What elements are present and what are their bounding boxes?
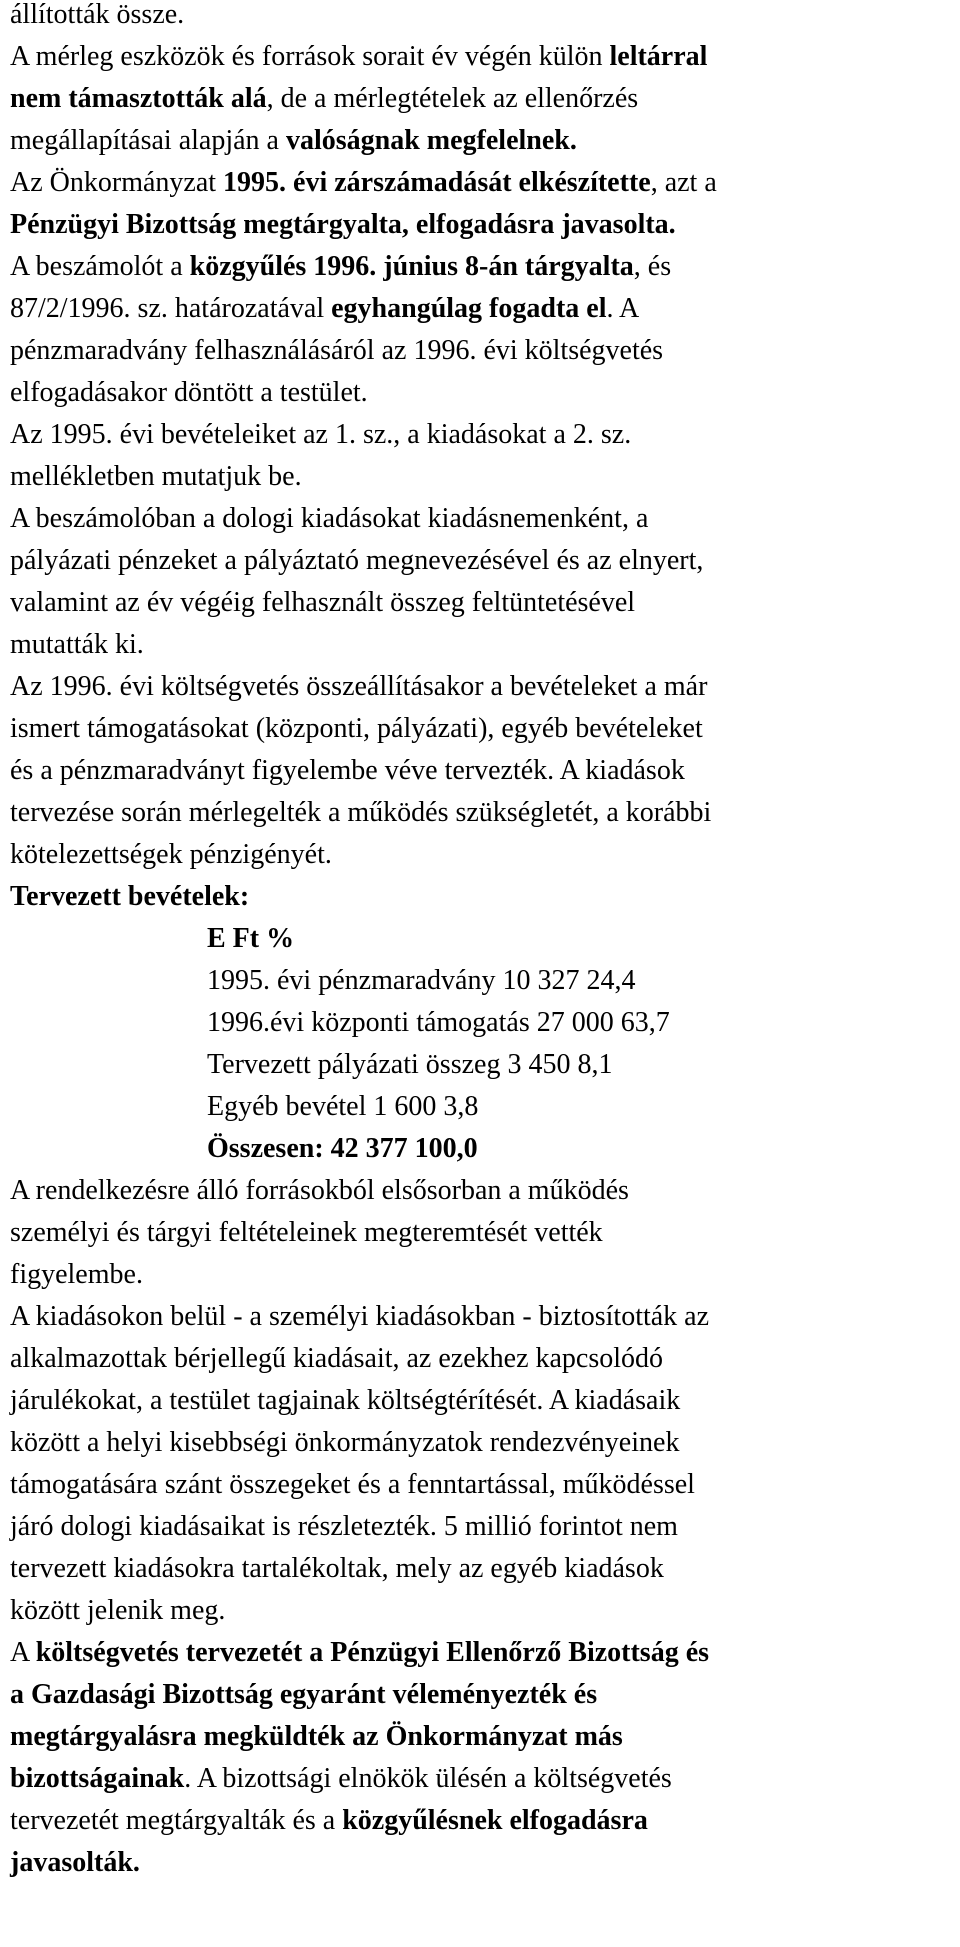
table-row	[10, 960, 960, 1002]
text-span: tervezése során mérlegelték a működés szükségletét, a korábbi	[10, 797, 712, 828]
text-line	[10, 666, 960, 708]
text-line	[10, 624, 960, 666]
text-line	[10, 288, 960, 330]
text-line	[10, 0, 960, 36]
bold-text: E Ft %	[207, 923, 295, 954]
text-span: mellékletben mutatjuk be.	[10, 461, 302, 492]
text-line	[10, 1842, 960, 1884]
bold-text: leltárral	[609, 41, 708, 72]
text-span: között jelenik meg.	[10, 1595, 226, 1626]
table-row	[10, 1002, 960, 1044]
text-line	[10, 1590, 960, 1632]
text-line	[10, 330, 960, 372]
text-span: támogatására szánt összegeket és a fenntartással, működéssel	[10, 1469, 695, 1500]
text-line	[10, 78, 960, 120]
text-line	[10, 204, 960, 246]
text-line	[10, 708, 960, 750]
bold-text: bizottságainak	[10, 1763, 185, 1794]
text-span: , azt a	[650, 167, 717, 198]
text-line	[10, 750, 960, 792]
bold-text: valóságnak megfelelnek.	[285, 125, 577, 156]
text-line	[10, 120, 960, 162]
bold-text: költségvetés tervezetét a Pénzügyi Ellenőrző Bizottság és	[35, 1637, 710, 1668]
text-span: ismert támogatásokat (központi, pályázati), egyéb bevételeket	[10, 713, 703, 744]
text-span: járó dologi kiadásaikat is részletezték. 5 millió forintot nem	[10, 1511, 678, 1542]
text-span: A kiadásokon belül - a személyi kiadásokban - biztosították az	[10, 1301, 710, 1332]
text-span: figyelembe.	[10, 1259, 143, 1290]
text-span: elfogadásakor döntött a testület.	[10, 377, 368, 408]
text-line	[10, 876, 960, 918]
text-span: Az Önkormányzat	[10, 167, 224, 198]
bold-text: 1995. évi zárszámadását elkészítette	[223, 167, 651, 198]
text-line	[10, 540, 960, 582]
text-span: járulékokat, a testület tagjainak költségtérítését. A kiadásaik	[10, 1385, 681, 1416]
text-span: pályázati pénzeket a pályáztató megnevezésével és az elnyert,	[10, 545, 704, 576]
text-line	[10, 36, 960, 78]
text-line	[10, 1800, 960, 1842]
text-span: Az 1995. évi bevételeiket az 1. sz., a kiadásokat a 2. sz.	[10, 419, 632, 450]
text-span: 1996.évi központi támogatás 27 000 63,7	[207, 1007, 670, 1038]
bold-text: nem támasztották alá	[10, 83, 267, 114]
table-row	[10, 1128, 960, 1170]
bold-text: megtárgyalásra megküldték az Önkormányzat más	[10, 1721, 623, 1752]
text-line	[10, 246, 960, 288]
text-span: pénzmaradvány felhasználásáról az 1996. évi költségvetés	[10, 335, 664, 366]
table-row	[10, 918, 960, 960]
text-span: tervezetét megtárgyalták és a	[10, 1805, 343, 1836]
text-span: A beszámolóban a dologi kiadásokat kiadásnemenként, a	[10, 503, 649, 534]
text-span: személyi és tárgyi feltételeinek megteremtését vették	[10, 1217, 603, 1248]
table-row	[10, 1044, 960, 1086]
text-line	[10, 1548, 960, 1590]
text-span: kötelezettségek pénzigényét.	[10, 839, 332, 870]
text-span: között a helyi kisebbségi önkormányzatok rendezvényeinek	[10, 1427, 680, 1458]
text-line	[10, 1464, 960, 1506]
text-span: Egyéb bevétel 1 600 3,8	[207, 1091, 479, 1122]
text-span: A mérleg eszközök és források sorait év végén külön	[10, 41, 610, 72]
text-span: állították össze.	[10, 0, 185, 30]
text-span: és a pénzmaradványt figyelembe véve tervezték. A kiadások	[10, 755, 685, 786]
text-line	[10, 1506, 960, 1548]
document-page	[10, 0, 960, 1884]
text-line	[10, 1170, 960, 1212]
text-line	[10, 498, 960, 540]
text-span: A beszámolót a	[10, 251, 190, 282]
text-line	[10, 1422, 960, 1464]
text-line	[10, 1212, 960, 1254]
text-span: Tervezett pályázati összeg 3 450 8,1	[207, 1049, 613, 1080]
bold-text: közgyűlés 1996. június 8-án tárgyalta	[189, 251, 634, 282]
text-line	[10, 792, 960, 834]
text-span: , de a mérlegtételek az ellenőrzés	[266, 83, 639, 114]
text-span: 87/2/1996. sz. határozatával	[10, 293, 332, 324]
text-line	[10, 1632, 960, 1674]
text-span: megállapításai alapján a	[10, 125, 286, 156]
text-line	[10, 372, 960, 414]
text-span: valamint az év végéig felhasznált összeg feltüntetésével	[10, 587, 636, 618]
bold-text: javasolták.	[10, 1847, 140, 1878]
bold-text: Tervezett bevételek:	[10, 881, 250, 912]
table-row	[10, 1086, 960, 1128]
text-span: alkalmazottak bérjellegű kiadásait, az ezekhez kapcsolódó	[10, 1343, 664, 1374]
text-line	[10, 1296, 960, 1338]
text-span: A	[10, 1637, 36, 1668]
text-line	[10, 1758, 960, 1800]
bold-text: Összesen: 42 377 100,0	[207, 1133, 478, 1164]
text-line	[10, 414, 960, 456]
text-line	[10, 1338, 960, 1380]
text-line	[10, 582, 960, 624]
bold-text: közgyűlésnek elfogadásra	[342, 1805, 648, 1836]
text-span: 1995. évi pénzmaradvány 10 327 24,4	[207, 965, 636, 996]
text-span: , és	[633, 251, 672, 282]
text-line	[10, 1254, 960, 1296]
text-span: Az 1996. évi költségvetés összeállításakor a bevételeket a már	[10, 671, 708, 702]
text-span: . A bizottsági elnökök ülésén a költségvetés	[184, 1763, 672, 1794]
bold-text: a Gazdasági Bizottság egyaránt véleményezték és	[10, 1679, 598, 1710]
text-line	[10, 1716, 960, 1758]
text-line	[10, 162, 960, 204]
text-span: mutatták ki.	[10, 629, 144, 660]
text-line	[10, 456, 960, 498]
text-span: . A	[606, 293, 640, 324]
bold-text: egyhangúlag fogadta el	[331, 293, 607, 324]
text-line	[10, 1380, 960, 1422]
bold-text: Pénzügyi Bizottság megtárgyalta, elfogadásra javasolta.	[10, 209, 676, 240]
text-span: A rendelkezésre álló forrásokból elsősorban a működés	[10, 1175, 629, 1206]
text-line	[10, 1674, 960, 1716]
text-line	[10, 834, 960, 876]
text-span: tervezett kiadásokra tartalékoltak, mely az egyéb kiadások	[10, 1553, 664, 1584]
